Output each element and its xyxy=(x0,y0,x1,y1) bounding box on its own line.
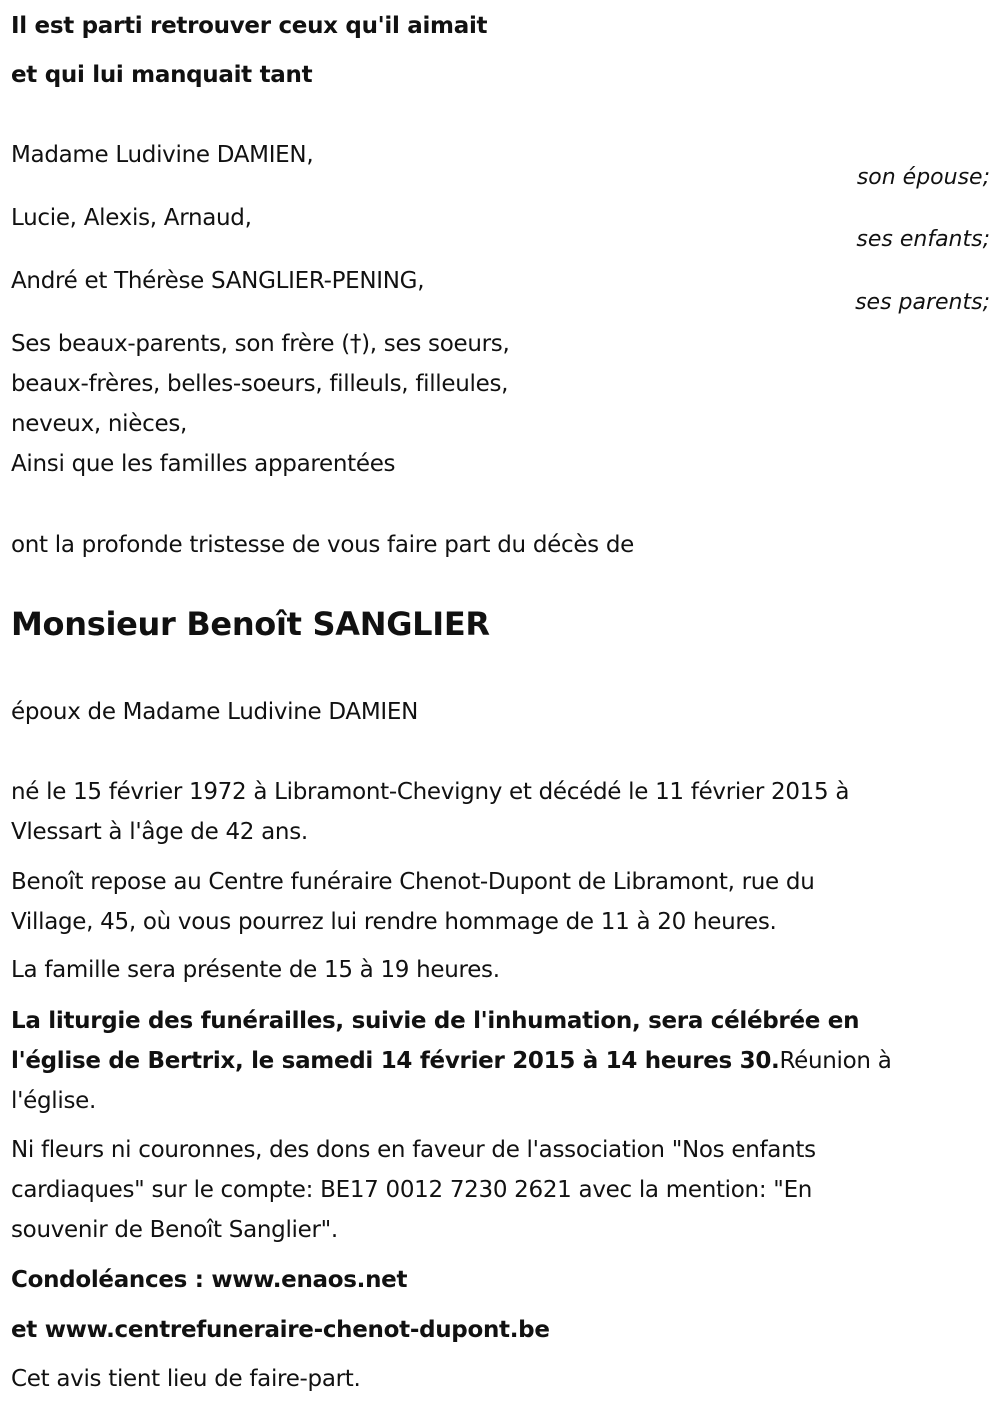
line: Réunion à xyxy=(779,1048,892,1074)
family-presence: La famille sera présente de 15 à 19 heures. xyxy=(11,957,500,983)
line: Benoît repose au Centre funéraire Chenot-Dupont de Libramont, rue du xyxy=(11,869,815,895)
line: beaux-frères, belles-soeurs, filleuls, filleules, xyxy=(11,371,509,397)
spouse-line: époux de Madame Ludivine DAMIEN xyxy=(11,699,419,725)
deceased-name: Monsieur Benoît SANGLIER xyxy=(11,605,490,643)
line: Village, 45, où vous pourrez lui rendre hommage de 11 à 20 heures. xyxy=(11,909,777,935)
line: La liturgie des funérailles, suivie de l'inhumation, sera célébrée en xyxy=(11,1008,860,1034)
family-name: André et Thérèse SANGLIER-PENING, xyxy=(11,268,425,294)
family-name: Madame Ludivine DAMIEN, xyxy=(11,142,314,168)
heading xyxy=(11,6,487,95)
other-relatives xyxy=(11,324,509,484)
heading-line: Il est parti retrouver ceux qu'il aimait xyxy=(11,13,488,39)
line: Ainsi que les familles apparentées xyxy=(11,451,396,477)
family-relation: son épouse; xyxy=(856,165,990,190)
line: Vlessart à l'âge de 42 ans. xyxy=(11,819,308,845)
line: cardiaques" sur le compte: BE17 0012 7230 2621 avec la mention: "En xyxy=(11,1177,813,1203)
condolences-link[interactable]: Condoléances : www.enaos.net xyxy=(11,1267,408,1293)
line: né le 15 février 1972 à Libramont-Chevigny et décédé le 11 février 2015 à xyxy=(11,779,850,805)
closing-note: Cet avis tient lieu de faire-part. xyxy=(11,1366,361,1392)
announcement: ont la profonde tristesse de vous faire part du décès de xyxy=(11,532,635,558)
repose-info xyxy=(11,862,814,942)
liturgy-info xyxy=(11,1001,892,1121)
family-relation: ses enfants; xyxy=(856,227,990,252)
birth-death xyxy=(11,772,849,852)
line: l'église. xyxy=(11,1088,96,1114)
family-name: Lucie, Alexis, Arnaud, xyxy=(11,205,252,231)
line: neveux, nièces, xyxy=(11,411,188,437)
family-relation: ses parents; xyxy=(855,290,990,315)
line: l'église de Bertrix, le samedi 14 février 2015 à 14 heures 30. xyxy=(11,1048,780,1074)
line: Ses beaux-parents, son frère (†), ses soeurs, xyxy=(11,331,510,357)
flowers-donation xyxy=(11,1130,816,1250)
line: souvenir de Benoît Sanglier". xyxy=(11,1217,338,1243)
line: Ni fleurs ni couronnes, des dons en faveur de l'association "Nos enfants xyxy=(11,1137,816,1163)
condolences-link[interactable]: et www.centrefuneraire-chenot-dupont.be xyxy=(11,1317,550,1343)
heading-line: et qui lui manquait tant xyxy=(11,62,313,88)
